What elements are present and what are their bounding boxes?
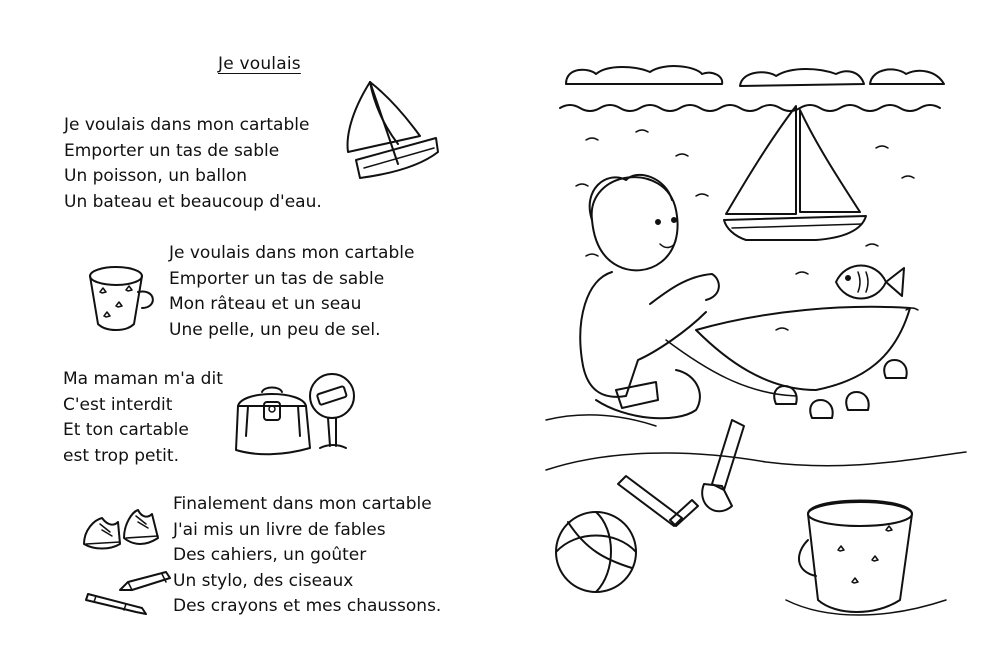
no-entry-sign-icon <box>304 372 360 456</box>
poem-title: Je voulais <box>218 54 301 74</box>
bucket-icon <box>86 262 162 338</box>
pen-icon <box>86 588 156 618</box>
poem-line: Je voulais dans mon cartable <box>169 243 415 263</box>
fish <box>836 266 886 299</box>
poem-line: C'est interdit <box>63 394 173 415</box>
poem-stanza-2 <box>169 241 414 343</box>
beach-scene <box>546 60 966 640</box>
poem-stanza-3 <box>63 367 223 469</box>
sailboat <box>726 106 796 214</box>
poem-line: J'ai mis un livre de fables <box>173 519 386 540</box>
child-head <box>592 177 678 270</box>
poem-line: Emporter un tas de sable <box>169 268 385 289</box>
bucket <box>808 501 912 613</box>
poem-line: Finalement dans mon cartable <box>173 494 432 514</box>
poem-line: Une pelle, un peu de sel. <box>169 319 381 340</box>
sneakers-icon <box>80 504 162 556</box>
poem-line: Emporter un tas de sable <box>64 140 280 161</box>
poem-line: Un poisson, un ballon <box>64 166 248 186</box>
poem-stanza-4 <box>173 492 441 620</box>
poem-line: Ma maman m'a dit <box>63 369 223 389</box>
sailboat-icon <box>340 74 446 186</box>
sea-ripples <box>576 130 918 330</box>
poem-line: Un bateau et beaucoup d'eau. <box>64 191 322 212</box>
cloud <box>740 69 864 86</box>
poem-line: Et ton cartable <box>63 420 189 440</box>
poem-line: est trop petit. <box>63 445 179 466</box>
sea-horizon <box>560 105 940 111</box>
shore <box>696 307 910 390</box>
poem-line: Mon râteau et un seau <box>169 294 362 314</box>
poem-line: Je voulais dans mon cartable <box>64 115 310 135</box>
cloud <box>870 69 944 84</box>
poem-line: Un stylo, des ciseaux <box>173 570 354 591</box>
poem-line: Des crayons et mes chaussons. <box>173 596 442 616</box>
poem-line: Des cahiers, un goûter <box>173 545 367 565</box>
child-body <box>580 272 706 397</box>
poem-stanza-1 <box>64 113 322 215</box>
cloud <box>566 66 722 84</box>
